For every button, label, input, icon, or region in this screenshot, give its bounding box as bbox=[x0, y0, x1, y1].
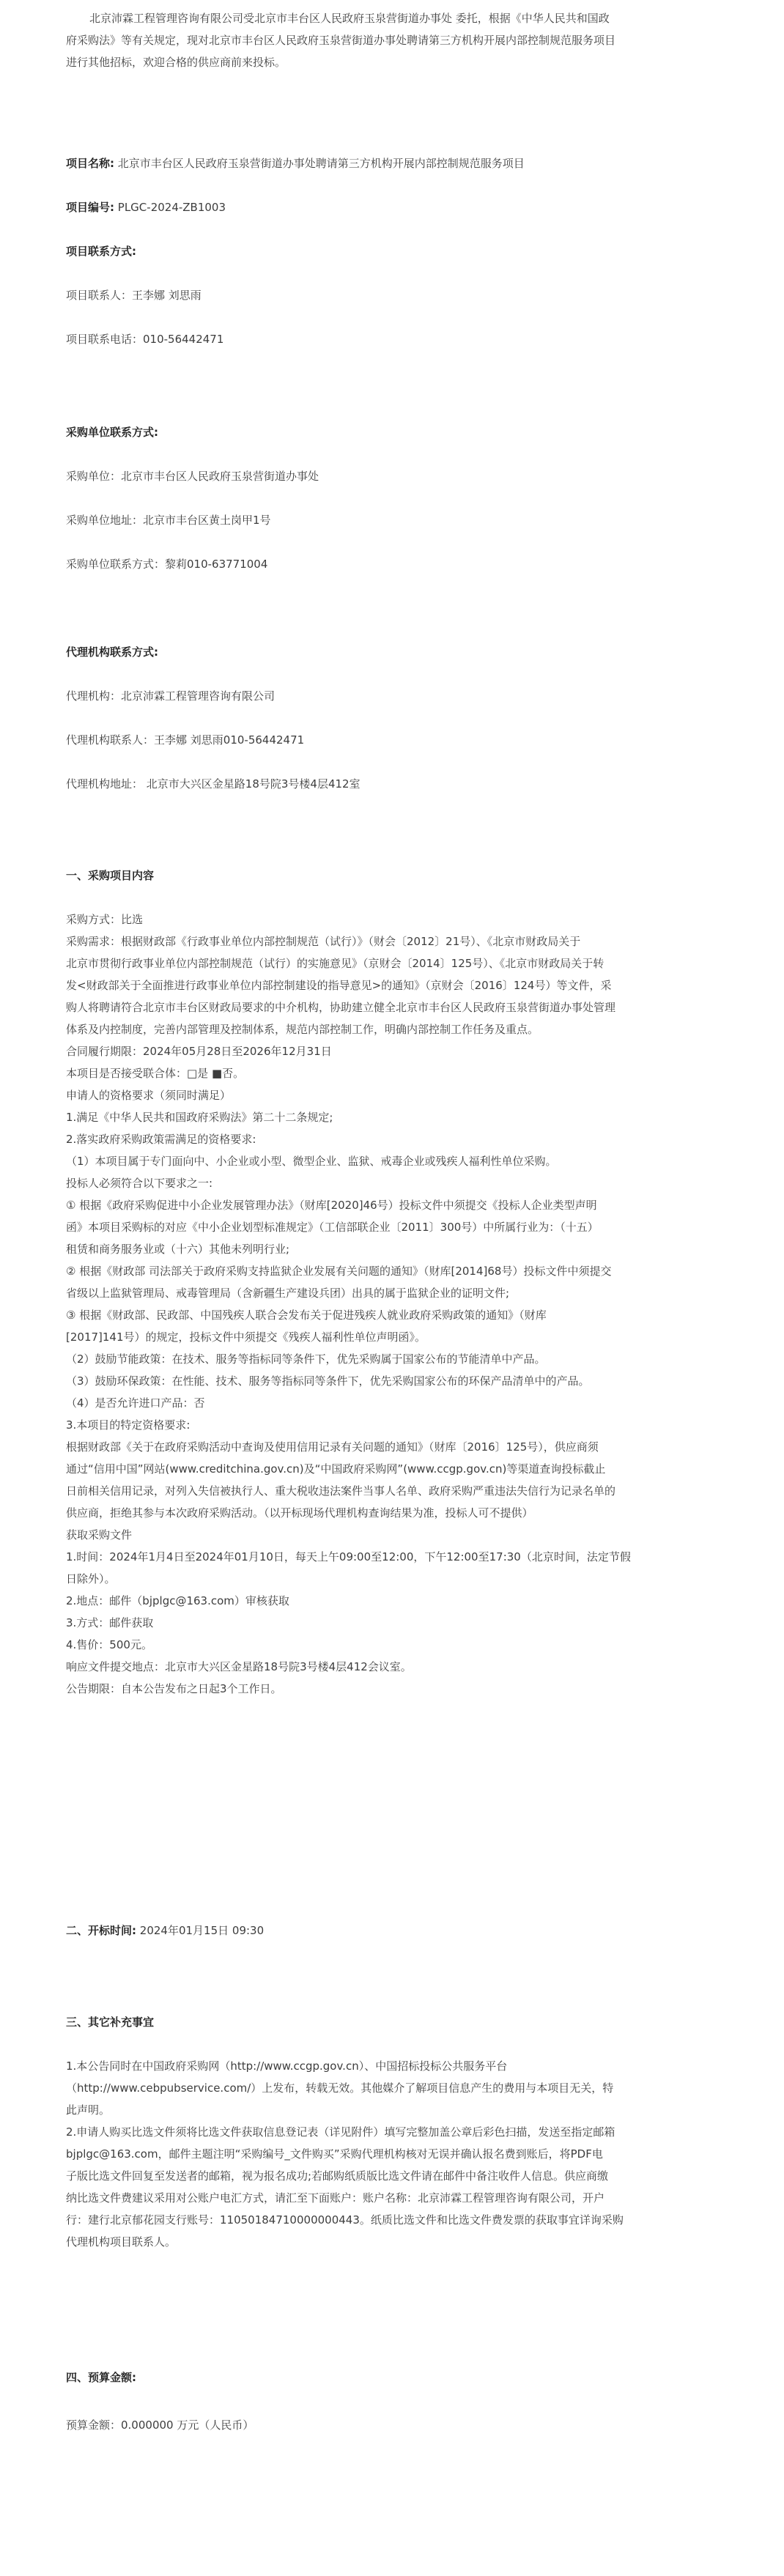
project-name-label: 项目名称: bbox=[66, 157, 114, 170]
section-1-heading: 一、采购项目内容 bbox=[66, 869, 155, 882]
text-line: 发<财政部关于全面推进行政事业单位内部控制建设的指导意见>的通知》（京财会〔2016〕124号）等文件，采 bbox=[66, 979, 612, 992]
buyer-phone: 采购单位联系方式：黎莉010-63771004 bbox=[66, 558, 268, 571]
text-line: 子版比选文件回复至发送者的邮箱，视为报名成功;若邮购纸质版比选文件请在邮件中备注收件人信息。供应商缴 bbox=[66, 2169, 609, 2183]
text-line: 日前相关信用记录，对列入失信被执行人、重大税收违法案件当事人名单、政府采购严重违法失信行为记录名单的 bbox=[66, 1484, 616, 1498]
text-line: ① 根据《政府采购促进中小企业发展管理办法》（财库[2020]46号）投标文件中须提交《投标人企业类型声明 bbox=[66, 1199, 597, 1212]
text-line: 3.本项目的特定资格要求: bbox=[66, 1418, 191, 1432]
section-4-heading: 四、预算金额: bbox=[66, 2371, 136, 2384]
text-line: 1.本公告同时在中国政府采购网（http://www.ccgp.gov.cn）、中国招标投标公共服务平台 bbox=[66, 2059, 508, 2073]
text-line: 3.方式：邮件获取 bbox=[66, 1616, 154, 1629]
intro-line: 北京沛霖工程管理咨询有限公司受北京市丰台区人民政府玉泉营街道办事处 委托，根据《中华人民共和国政 bbox=[89, 12, 610, 25]
text-line: 获取采购文件 bbox=[66, 1528, 133, 1541]
text-line: 公告期限：自本公告发布之日起3个工作日。 bbox=[66, 1682, 282, 1695]
agency-heading: 代理机构联系方式: bbox=[66, 645, 158, 659]
project-contact-person: 项目联系人：王李娜 刘思雨 bbox=[66, 289, 201, 302]
section-2-heading: 二、开标时间: bbox=[66, 1924, 136, 1937]
agency-name: 代理机构：北京沛霖工程管理咨询有限公司 bbox=[66, 689, 275, 703]
project-contact-heading: 项目联系方式: bbox=[66, 245, 136, 258]
text-line: （http://www.cebpubservice.com/）上发布，转载无效。其他媒介了解项目信息产生的费用与本项目无关，特 bbox=[66, 2081, 614, 2095]
text-line: 日除外）。 bbox=[66, 1572, 116, 1585]
text-line: 购人将聘请符合北京市丰台区财政局要求的中介机构，协助建立健全北京市丰台区人民政府玉泉营街道办事处管理 bbox=[66, 1001, 616, 1014]
intro-paragraph bbox=[66, 7, 729, 73]
section-3-body bbox=[66, 2055, 729, 2253]
agency-contact: 代理机构联系人：王李娜 刘思雨010-56442471 bbox=[66, 733, 305, 747]
text-line: 租赁和商务服务业或（十六）其他未列明行业; bbox=[66, 1243, 290, 1256]
section-2 bbox=[66, 1920, 729, 1942]
text-line: （4）是否允许进口产品：否 bbox=[66, 1396, 205, 1410]
text-line: 代理机构项目联系人。 bbox=[66, 2235, 177, 2249]
text-line: ③ 根据《财政部、民政部、中国残疾人联合会发布关于促进残疾人就业政府采购政策的通知》（财库 bbox=[66, 1309, 547, 1322]
text-line: 函》本项目采购标的对应《中小企业划型标准规定》（工信部联企业〔2011〕300号）中所属行业为：（十五） bbox=[66, 1221, 599, 1234]
text-line: 采购需求：根据财政部《行政事业单位内部控制规范（试行）》（财会〔2012〕21号）、《北京市财政局关于 bbox=[66, 935, 581, 948]
text-line: （2）鼓励节能政策：在技术、服务等指标同等条件下，优先采购属于国家公布的节能清单中产品。 bbox=[66, 1352, 546, 1366]
text-line: 2.申请人购买比选文件须将比选文件获取信息登记表（详见附件）填写完整加盖公章后彩色扫描，发送至指定邮箱 bbox=[66, 2125, 615, 2139]
text-line: 体系及内控制度，完善内部管理及控制体系，规范内部控制工作，明确内部控制工作任务及重点。 bbox=[66, 1023, 539, 1036]
text-line: 北京市贯彻行政事业单位内部控制规范（试行）的实施意见》（京财会〔2014〕125号）、《北京市财政局关于转 bbox=[66, 957, 604, 970]
text-line: 本项目是否接受联合体：□是 ■否。 bbox=[66, 1067, 245, 1080]
project-name bbox=[66, 152, 729, 174]
text-line: 1.满足《中华人民共和国政府采购法》第二十二条规定; bbox=[66, 1111, 333, 1124]
agency-address: 代理机构地址： 北京市大兴区金星路18号院3号楼4层412室 bbox=[66, 777, 360, 791]
text-line: 合同履行期限：2024年05月28日至2026年12月31日 bbox=[66, 1045, 332, 1058]
buyer-heading: 采购单位联系方式: bbox=[66, 426, 158, 439]
project-code bbox=[66, 196, 729, 218]
text-line: 此声明。 bbox=[66, 2103, 111, 2117]
text-line: [2017]141号）的规定，投标文件中须提交《残疾人福利性单位声明函》。 bbox=[66, 1330, 426, 1344]
buyer-address: 采购单位地址：北京市丰台区黄土岗甲1号 bbox=[66, 514, 271, 527]
opening-time-value: 2024年01月15日 09:30 bbox=[139, 1924, 265, 1937]
text-line: 纳比选文件费建议采用对公账户电汇方式，请汇至下面账户：账户名称：北京沛霖工程管理咨询有限公司，开户 bbox=[66, 2191, 605, 2205]
project-name-value: 北京市丰台区人民政府玉泉营街道办事处聘请第三方机构开展内部控制规范服务项目 bbox=[117, 157, 525, 170]
section-3-heading: 三、其它补充事宜 bbox=[66, 2016, 155, 2029]
text-line: 根据财政部《关于在政府采购活动中查询及使用信用记录有关问题的通知》（财库〔2016〕125号），供应商须 bbox=[66, 1440, 599, 1454]
intro-line: 进行其他招标，欢迎合格的供应商前来投标。 bbox=[66, 56, 286, 69]
text-line: 响应文件提交地点：北京市大兴区金星路18号院3号楼4层412会议室。 bbox=[66, 1660, 412, 1673]
text-line: 1.时间：2024年1月4日至2024年01月10日，每天上午09:00至12:00，下午12:00至17:30（北京时间，法定节假 bbox=[66, 1550, 631, 1563]
section-1-body bbox=[66, 908, 729, 1700]
text-line: 省级以上监狱管理局、戒毒管理局（含新疆生产建设兵团）出具的属于监狱企业的证明文件; bbox=[66, 1287, 510, 1300]
project-contact-phone: 项目联系电话：010-56442471 bbox=[66, 333, 224, 346]
text-line: （1）本项目属于专门面向中、小企业或小型、微型企业、监狱、戒毒企业或残疾人福利性单位采购。 bbox=[66, 1155, 557, 1168]
text-line: 通过“信用中国”网站(www.creditchina.gov.cn)及“中国政府采购网”(www.ccgp.gov.cn)等渠道查询投标截止 bbox=[66, 1462, 606, 1476]
text-line: 2.地点：邮件（bjplgc@163.com）审核获取 bbox=[66, 1594, 289, 1607]
buyer-unit: 采购单位：北京市丰台区人民政府玉泉营街道办事处 bbox=[66, 470, 319, 483]
intro-line: 府采购法》等有关规定，现对北京市丰台区人民政府玉泉营街道办事处聘请第三方机构开展内部控制规范服务项目 bbox=[66, 34, 616, 47]
text-line: 投标人必须符合以下要求之一: bbox=[66, 1177, 213, 1190]
project-code-label: 项目编号: bbox=[66, 201, 114, 214]
text-line: 行：建行北京郁花园支行账号：11050184710000000443。纸质比选文件和比选文件费发票的获取事宜详询采购 bbox=[66, 2213, 624, 2227]
text-line: bjplgc@163.com，邮件主题注明“采购编号_文件购买”采购代理机构核对无误并确认报名费到账后，将PDF电 bbox=[66, 2147, 603, 2161]
text-line: （3）鼓励环保政策：在性能、技术、服务等指标同等条件下，优先采购国家公布的环保产品清单中的产品。 bbox=[66, 1374, 590, 1388]
text-line: 2.落实政府采购政策需满足的资格要求: bbox=[66, 1133, 256, 1146]
text-line: 采购方式：比选 bbox=[66, 913, 144, 926]
text-line: ② 根据《财政部 司法部关于政府采购支持监狱企业发展有关问题的通知》（财库[2014]68号）投标文件中须提交 bbox=[66, 1265, 612, 1278]
text-line: 申请人的资格要求（须同时满足） bbox=[66, 1089, 232, 1102]
text-line: 供应商，拒绝其参与本次政府采购活动。（以开标现场代理机构查询结果为准，投标人可不提供） bbox=[66, 1506, 533, 1520]
budget-amount: 预算金额：0.000000 万元（人民币） bbox=[66, 2418, 254, 2432]
text-line: 4.售价：500元。 bbox=[66, 1638, 152, 1651]
project-code-value: PLGC-2024-ZB1003 bbox=[117, 201, 226, 214]
